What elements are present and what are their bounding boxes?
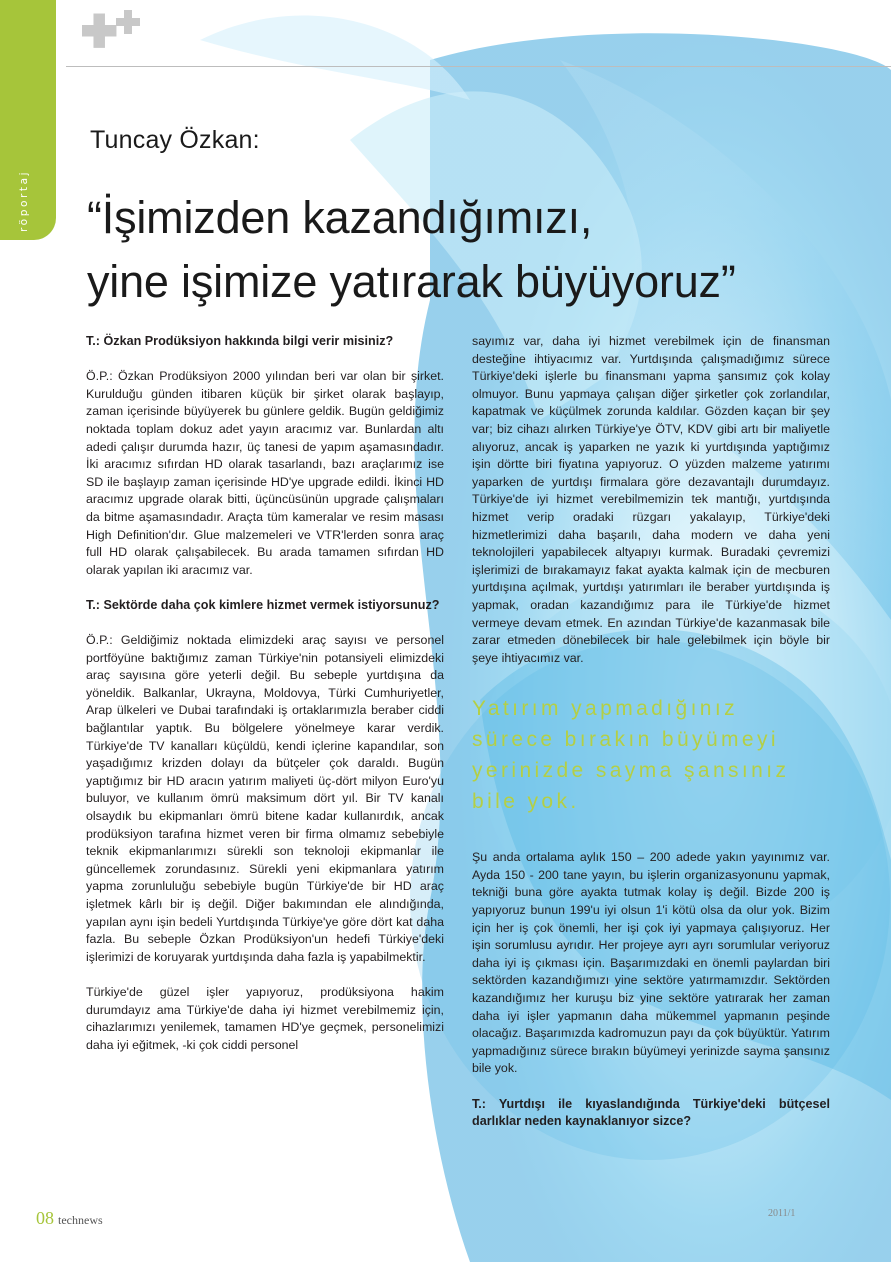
question-1: T.: Özkan Prodüksiyon hakkında bilgi verir misiniz? [86,334,394,348]
answer-1-text: Özkan Prodüksiyon 2000 yılından beri var olan bir şirket. Kurulduğu günden itibaren küçük bir şirket olarak başlayıp, zaman içerisinde büyüyerek bu günlere geldik. Bugün geldiğimiz noktada toplam dokuz adet yayın aracımız var. Bunlardan altı adedi çalışır durumda hazır, üç tanesi de yapım aşamasındadır. İki aracımız sıfırdan HD olarak tasarlandı, bazı araçlarımız ise SD ile başlayıp zaman içerisinde HD'ye upgrade edildi. İkinci HD aracımız upgrade olarak bitti, üçüncüsünün upgrade çalışmaları da bitme aşamasındadır. Araçta tüm kameralar ve resim masası High Definition'dır. Glue malzemeleri ve VTR'lerden sonra araç full HD olarak çalışabilecek. Bu arada tamamen sıfırdan HD olarak yapılan iki aracımız var. [86,369,444,577]
section-tab [0,0,56,240]
header-rule [66,66,891,67]
answer-2-text: Geldiğimiz noktada elimizdeki araç sayısı ve personel portföyüne baktığımız zaman Türkiye'nin potansiyeli elimizdeki araç sayısına göre yeterli değil. Bu sebeple yurtdışına da yöneldik. Balkanlar, Ukrayna, Moldovya, Türki Cumhuriyetler, Arap ülkeleri ve Dubai tarafındaki iş ortaklarımızla beraber ciddi bağlantılar yaptık. Bu bölgelere yönelmeye karar verdik. Türkiye'de TV kanalları küçüldü, kendi içlerine kapandılar, son yaşadığımız krizden dolayı da bütçeler çok daraldı. Bugün yaptığımız bir HD aracın yatırım maliyeti üç-dört milyon Euro'yu buluyor, ve kullanım ömrü maksimum dört yıl. Bir TV kanalı olsaydık bu ekipmanları ömrü bitene kadar kullanırdık, ancak prodüksiyon tarafına hizmet veren bir firma olmamız sebebiyle teknik ekipmanlarımızı sürekli son teknoloji ekipmanlar ile güncellemek zorundasınız. Sürekli yeni ekipmanlara yatırım yapma zorunluluğu sebebiyle bugün Türkiye'de bir HD araç işletmek kârlı bir iş değil. Diğer bakımından ele alındığında, yapılan aynı işin bedeli Yurtdışında Türkiye'ye göre dört kat daha fazla. Bu sebeple Özkan Prodüksiyon'un hedefi Türkiye'deki işlerimizi de koruyarak yurtdışında daha fazla iş yapabilmektir. [86,633,444,964]
answer-2-final: Şu anda ortalama aylık 150 – 200 adede yakın yayınımız var. Ayda 150 - 200 tane yayın, bu işlerin organizasyonunu yapmak, tekniği buna göre ayakta tutmak kolay iş değil. Bizde 200 iş yapıyoruz bunun 199'u iyi olsun 1'i kötü olsa da olur yok. Bizim için her iş çok önemli, her işi çok iyi yapmaya çalışıyoruz. Her işin sorumlusu ayrıdır. Her projeye ayrı ayrı sorumlular veriyoruz daha iyi iş çıkması için. Başarımızdaki en önemli paylardan biri sektörden kazandığımızı yine sektöre yatırmamızdır. Sektörden kazandığımız her kuruşu biz yine sektöre yatırarak her zaman daha iyi işler yapmanın daha mükemmel yapmanın peşinde olacağız. Başarımızda kadromuzun payı da çok büyüktür. Yatırım yapmadığınız sürece bırakın büyümeyi yerinizde sayma şansınız bile yok. [472,850,830,1076]
answer-2-continued: Türkiye'de güzel işler yapıyoruz, prodüksiyona hakim durumdayız ama Türkiye'de daha iyi hizmet verebilmemiz için, cihazlarımızı yenilemek, tamamen HD'ye geçmek, personelimizi daha iyi eğitmek, -ki çok ciddi personel [86,984,444,1052]
question-2: T.: Sektörde daha çok kimlere hizmet vermek istiyorsunuz? [86,597,440,612]
right-column [472,333,830,1148]
answer-1 [86,368,444,579]
page-number: 08 [36,1208,54,1228]
article-title [87,186,736,314]
magazine-brand: technews [58,1213,103,1227]
plus-logo-icon [80,8,144,62]
section-tab-label: röportaj [18,169,30,232]
answer-2-continued-right: sayımız var, daha iyi hizmet verebilmek için de finansman desteğine ihtiyacımız var. Yurtdışında çalışmadığımız sürece Türkiye'deki işlerle bu finansmanı yapma şansımız çok kolay olmuyor. Bunu yapmaya çalışan diğer şirketler çok zorlandılar, kapatmak ve küçülmek zorunda kaldılar. Gözden kaçan bir şey var; biz cihazı alırken Türkiye'ye ÖTV, KDV gibi artı bir maliyetle alıyoruz, ancak iş yaparken ne yazık ki yurtdışında yaptığımız işin dörtte biri fiyatına yapıyoruz. O yüzden malzeme yatırımı yaparken de yurtdışı firmalara göre dezavantajlı durumdayız. Türkiye'de iyi hizmet verebilmemizin tek mantığı, yurtdışında hizmet verip oradaki rüzgarı yakalayıp, Türkiye'deki hizmetlerimizi daha başarılı, daha modern ve daha yeni teknolojileri yapabilecek altyapıyı kurmak. Buradaki çevremizi işlerimizi de bırakamayız fakat ayakta kalmak için de mecburen yurtdışına açılmak, yurtdışı yatırımları ile beraber yurtdışında iş yapmak, oradan kazandığımız para ile Türkiye'de hizmet vermeye devam etmek. En azından Türkiye'de kazanmasak bile zarar etmeden dönebilecek bir hale gelebilmek için böyle bir şeye ihtiyacımız var. [472,334,830,665]
issue-number: 2011/1 [768,1208,796,1219]
pull-quote: Yatırım yapmadığınız sürece bırakın büyümeyi yerinizde sayma şansınız bile yok. [472,697,790,814]
question-3: T.: Yurtdışı ile kıyaslandığında Türkiye'deki bütçesel darlıklar neden kaynaklanıyor sizce? [472,1096,830,1129]
answer-1-label: Ö.P.: [86,369,113,384]
answer-2-label: Ö.P.: [86,633,113,648]
answer-2 [86,632,444,966]
footer-folio [36,1208,103,1229]
article-title-line-2: yine işimize yatırarak büyüyoruz” [87,256,736,307]
article-title-line-1: “İşimizden kazandığımızı, [87,192,593,243]
left-column [86,333,444,1054]
interviewee-name: Tuncay Özkan: [90,126,260,154]
